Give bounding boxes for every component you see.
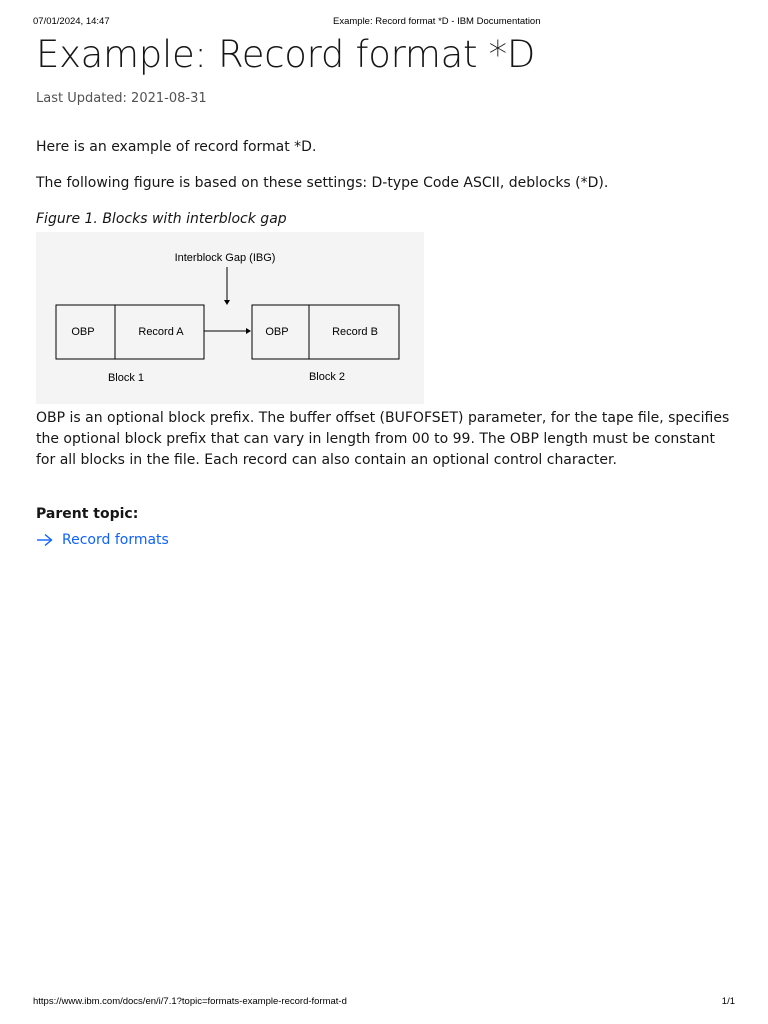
blocks-diagram	[36, 232, 424, 404]
block1-prefix-text: OBP	[71, 326, 95, 338]
print-footer	[33, 996, 735, 1010]
blocks-figure	[36, 232, 424, 404]
arrow-right-icon	[36, 533, 54, 547]
block1-label: Block 1	[107, 372, 145, 384]
block2-label: Block 2	[308, 371, 346, 383]
intro-paragraph: Here is an example of record format *D.	[36, 139, 317, 155]
description-paragraph: OBP is an optional block prefix. The buffer offset (BUFOFSET) parameter, for the tape file, specifies the optional block prefix that can vary in length from 00 to 99. The OBP length must be constant for all blocks in the file. Each record can also contain an optional control character.	[36, 410, 730, 468]
main-content	[36, 32, 736, 550]
print-doc-title: Example: Record format *D - IBM Documentation	[333, 16, 541, 27]
print-page-number: 1/1	[721, 996, 735, 1007]
page-title: Example: Record format *D	[36, 33, 536, 76]
gap-arrow-head	[224, 300, 230, 305]
parent-topic-link[interactable]	[36, 530, 736, 550]
block2-prefix-text: OBP	[265, 326, 289, 338]
print-datetime: 07/01/2024, 14:47	[33, 16, 110, 27]
figure-caption: Figure 1. Blocks with interblock gap	[36, 211, 287, 227]
print-header	[33, 16, 735, 30]
print-url: https://www.ibm.com/docs/en/i/7.1?topic=formats-example-record-format-d	[33, 996, 347, 1007]
settings-paragraph: The following figure is based on these settings: D-type Code ASCII, deblocks (*D).	[36, 175, 609, 191]
block2-record-text: Record B	[332, 326, 378, 338]
parent-topic-link-text[interactable]: Record formats	[62, 532, 169, 548]
block1-record-text: Record A	[138, 326, 184, 338]
last-updated: Last Updated: 2021-08-31	[36, 91, 207, 106]
block-connector-head	[246, 328, 251, 334]
parent-topic-label: Parent topic:	[36, 506, 139, 522]
gap-label: Interblock Gap (IBG)	[174, 252, 276, 264]
